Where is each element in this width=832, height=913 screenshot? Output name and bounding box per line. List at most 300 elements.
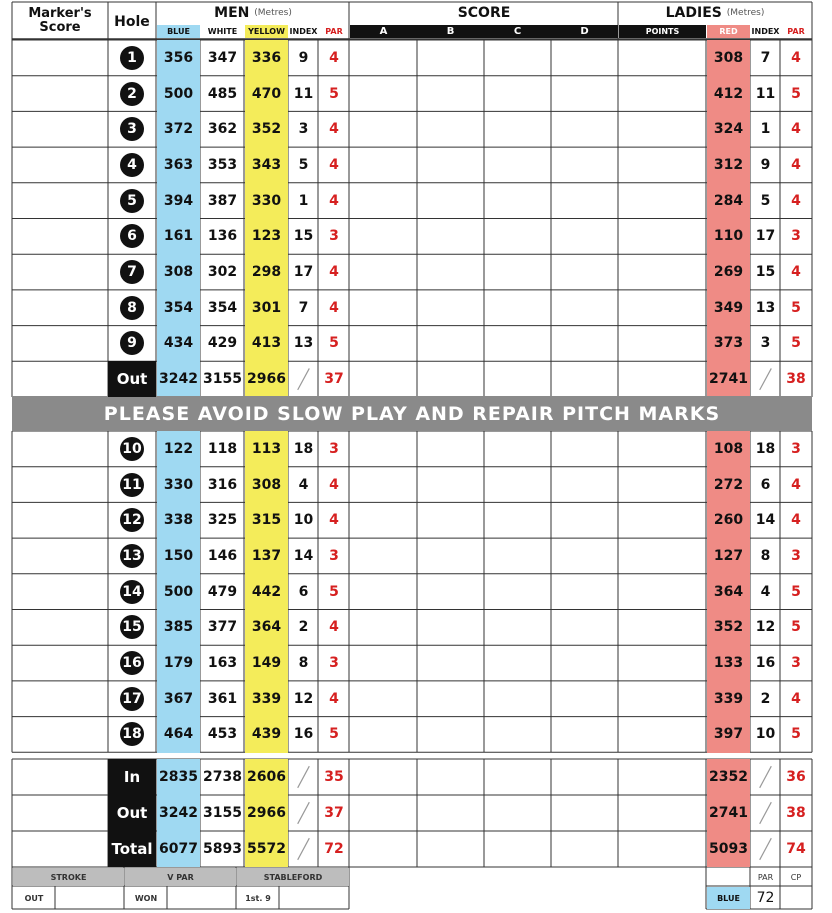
marker-score-input[interactable] <box>12 795 108 831</box>
hole-header <box>108 5 156 39</box>
points-input[interactable] <box>618 467 706 503</box>
points-input[interactable] <box>618 431 706 467</box>
score-b-input[interactable] <box>417 610 484 646</box>
men-index: 15 <box>293 228 314 245</box>
score-d-total-input[interactable] <box>551 361 618 397</box>
yellow-distance: 439 <box>251 726 282 743</box>
score-a-input[interactable] <box>350 645 417 681</box>
score-a-input[interactable] <box>350 290 417 326</box>
score-a-input[interactable] <box>350 610 417 646</box>
white-distance: 453 <box>207 726 238 743</box>
score-b-input[interactable] <box>417 502 484 538</box>
score-a-input[interactable] <box>350 574 417 610</box>
hole-number-badge: 17 <box>120 687 144 711</box>
ladies-index: 17 <box>755 228 776 245</box>
points-header: POINTS <box>619 25 706 38</box>
score-b-input[interactable] <box>417 326 484 362</box>
yellow-distance: 330 <box>251 192 282 209</box>
ladies-index: 7 <box>760 49 771 66</box>
score-b-input[interactable] <box>417 645 484 681</box>
score-b-input[interactable] <box>417 111 484 147</box>
yellow-distance: 123 <box>251 228 282 245</box>
points-input[interactable] <box>618 681 706 717</box>
yellow-distance: 308 <box>251 476 282 493</box>
points-total-input[interactable] <box>618 795 706 831</box>
score-a-input[interactable] <box>350 254 417 290</box>
score-d-input[interactable] <box>551 111 618 147</box>
hole-number-badge: 3 <box>120 117 144 141</box>
score-d-input[interactable] <box>551 40 618 76</box>
ladies-par: 4 <box>791 264 801 281</box>
ladies-index: 5 <box>760 192 771 209</box>
score-b-total-input[interactable] <box>417 361 484 397</box>
hole-number-cell <box>108 254 156 290</box>
marker-score-input[interactable] <box>12 502 108 538</box>
score-d-input[interactable] <box>551 574 618 610</box>
hole-number-cell <box>108 574 156 610</box>
score-c-input[interactable] <box>484 147 551 183</box>
score-d-input[interactable] <box>551 290 618 326</box>
score-col-c: C <box>513 26 522 37</box>
ladies-par: 4 <box>791 156 801 173</box>
marker-score-input[interactable] <box>12 290 108 326</box>
marker-score-input[interactable] <box>12 467 108 503</box>
points-input[interactable] <box>618 502 706 538</box>
score-c-input[interactable] <box>484 610 551 646</box>
score-b-input[interactable] <box>417 40 484 76</box>
points-input[interactable] <box>618 219 706 255</box>
par-footer-label: PAR <box>757 872 774 882</box>
score-a-total-input[interactable] <box>350 361 417 397</box>
white-tee-header: WHITE <box>207 27 238 36</box>
marker-score-input[interactable] <box>12 645 108 681</box>
men-par: 4 <box>329 476 339 493</box>
men-index: 17 <box>293 264 314 281</box>
marker-score-input[interactable] <box>12 147 108 183</box>
red-distance: 397 <box>713 726 744 743</box>
score-a-input[interactable] <box>350 183 417 219</box>
white-distance: 302 <box>207 264 238 281</box>
men-par: 3 <box>329 228 339 245</box>
score-d-input[interactable] <box>551 431 618 467</box>
ladies-par-total: 36 <box>786 769 806 785</box>
score-c-input[interactable] <box>484 290 551 326</box>
score-d-input[interactable] <box>551 326 618 362</box>
hole-number-badge: 5 <box>120 189 144 213</box>
points-input[interactable] <box>618 645 706 681</box>
points-input[interactable] <box>618 290 706 326</box>
score-c-input[interactable] <box>484 467 551 503</box>
score-c-input[interactable] <box>484 502 551 538</box>
ladies-index: 1 <box>760 121 771 138</box>
red-distance: 308 <box>713 49 744 66</box>
score-a-total-input[interactable] <box>350 759 417 795</box>
score-b-input[interactable] <box>417 431 484 467</box>
hole-number-cell <box>108 610 156 646</box>
marker-score-input[interactable] <box>12 759 108 795</box>
ladies-par: 4 <box>791 49 801 66</box>
vpar-header: V PAR <box>125 868 236 886</box>
hole-number-badge: 9 <box>120 331 144 355</box>
points-input[interactable] <box>618 254 706 290</box>
ladies-par-total: 74 <box>786 841 806 857</box>
points-input[interactable] <box>618 183 706 219</box>
score-c-input[interactable] <box>484 326 551 362</box>
yellow-distance: 442 <box>251 583 282 600</box>
yellow-distance: 352 <box>251 121 282 138</box>
score-c-input[interactable] <box>484 574 551 610</box>
white-distance: 429 <box>207 335 238 352</box>
hole-number-badge: 15 <box>120 615 144 639</box>
red-total: 2741 <box>709 371 748 388</box>
score-a-total-input[interactable] <box>350 795 417 831</box>
marker-score-input[interactable] <box>12 40 108 76</box>
white-distance: 347 <box>207 49 238 66</box>
ladies-index-header: INDEX <box>751 27 780 36</box>
ladies-par: 4 <box>791 192 801 209</box>
blue-distance: 179 <box>163 655 194 672</box>
blue-distance: 122 <box>163 440 194 457</box>
total-label: Out <box>108 795 156 831</box>
ladies-index: 6 <box>760 476 771 493</box>
score-d-input[interactable] <box>551 147 618 183</box>
score-d-total-input[interactable] <box>551 795 618 831</box>
yellow-total: 2966 <box>247 371 286 388</box>
points-total-input[interactable] <box>618 361 706 397</box>
total-label: Total <box>108 831 156 867</box>
hole-number-badge: 13 <box>120 544 144 568</box>
total-label: In <box>108 759 156 795</box>
score-c-input[interactable] <box>484 111 551 147</box>
marker-score-input[interactable] <box>12 717 108 753</box>
ladies-par: 4 <box>791 690 801 707</box>
score-a-input[interactable] <box>350 111 417 147</box>
hole-number-badge: 2 <box>120 82 144 106</box>
white-distance: 387 <box>207 192 238 209</box>
marker-score-label: Marker's Score <box>28 6 92 35</box>
ladies-par: 4 <box>791 121 801 138</box>
marker-score-input[interactable] <box>12 219 108 255</box>
score-d-input[interactable] <box>551 76 618 112</box>
score-c-input[interactable] <box>484 538 551 574</box>
red-distance: 260 <box>713 512 744 529</box>
first-nine-label: 1st. 9 <box>245 893 271 903</box>
red-distance: 108 <box>713 440 744 457</box>
red-distance: 284 <box>713 192 744 209</box>
score-b-input[interactable] <box>417 467 484 503</box>
hole-number-badge: 10 <box>120 437 144 461</box>
score-a-total-input[interactable] <box>350 831 417 867</box>
red-total: 5093 <box>709 841 748 857</box>
marker-score-input[interactable] <box>12 610 108 646</box>
red-distance: 133 <box>713 655 744 672</box>
blue-total: 2835 <box>159 769 198 785</box>
blue-distance: 367 <box>163 690 194 707</box>
yellow-distance: 364 <box>251 619 282 636</box>
score-d-total-input[interactable] <box>551 831 618 867</box>
score-a-input[interactable] <box>350 431 417 467</box>
score-b-input[interactable] <box>417 538 484 574</box>
red-distance: 412 <box>713 85 744 102</box>
hole-number-cell <box>108 502 156 538</box>
score-b-total-input[interactable] <box>417 795 484 831</box>
ladies-par: 5 <box>791 583 801 600</box>
men-index: 4 <box>298 476 309 493</box>
red-distance: 324 <box>713 121 744 138</box>
score-d-input[interactable] <box>551 183 618 219</box>
stroke-header: STROKE <box>13 868 124 886</box>
men-index: 6 <box>298 583 309 600</box>
yellow-distance: 470 <box>251 85 282 102</box>
score-c-input[interactable] <box>484 717 551 753</box>
score-c-input[interactable] <box>484 681 551 717</box>
men-par: 4 <box>329 156 339 173</box>
men-par: 4 <box>329 49 339 66</box>
men-index: 10 <box>293 512 314 529</box>
score-b-input[interactable] <box>417 76 484 112</box>
hole-number-cell <box>108 219 156 255</box>
men-par: 5 <box>329 335 339 352</box>
score-b-total-input[interactable] <box>417 831 484 867</box>
score-a-input[interactable] <box>350 502 417 538</box>
points-total-input[interactable] <box>618 831 706 867</box>
yellow-distance: 298 <box>251 264 282 281</box>
men-par-total: 72 <box>324 841 344 857</box>
points-input[interactable] <box>618 717 706 753</box>
score-d-input[interactable] <box>551 219 618 255</box>
score-a-input[interactable] <box>350 219 417 255</box>
score-b-input[interactable] <box>417 681 484 717</box>
blue-distance: 372 <box>163 121 194 138</box>
marker-score-input[interactable] <box>12 111 108 147</box>
stroke-out-input[interactable] <box>56 887 124 909</box>
men-index: 9 <box>298 49 309 66</box>
marker-score-input[interactable] <box>12 76 108 112</box>
marker-score-header <box>12 3 108 39</box>
score-d-input[interactable] <box>551 502 618 538</box>
white-distance: 163 <box>207 655 238 672</box>
blue-distance: 385 <box>163 619 194 636</box>
ladies-par: 5 <box>791 335 801 352</box>
hole-number-cell <box>108 290 156 326</box>
blue-distance: 500 <box>163 583 194 600</box>
men-par: 4 <box>329 264 339 281</box>
hole-number-cell <box>108 76 156 112</box>
score-b-input[interactable] <box>417 574 484 610</box>
men-par: 5 <box>329 726 339 743</box>
stableford-input[interactable] <box>280 887 349 909</box>
score-c-input[interactable] <box>484 645 551 681</box>
men-index: 1 <box>298 192 309 209</box>
score-b-input[interactable] <box>417 717 484 753</box>
men-index: 3 <box>298 121 309 138</box>
blue-distance: 150 <box>163 547 194 564</box>
men-par-total: 35 <box>324 769 344 785</box>
white-distance: 377 <box>207 619 238 636</box>
ladies-index: 9 <box>760 156 771 173</box>
ladies-index: 12 <box>755 619 776 636</box>
score-d-input[interactable] <box>551 645 618 681</box>
score-c-total-input[interactable] <box>484 795 551 831</box>
score-d-input[interactable] <box>551 681 618 717</box>
ladies-par: 3 <box>791 655 801 672</box>
white-distance: 146 <box>207 547 238 564</box>
score-c-input[interactable] <box>484 254 551 290</box>
points-total-input[interactable] <box>618 759 706 795</box>
red-distance: 127 <box>713 547 744 564</box>
score-c-input[interactable] <box>484 40 551 76</box>
ladies-index: 14 <box>755 512 776 529</box>
yellow-total: 2966 <box>247 805 286 821</box>
ladies-par: 5 <box>791 85 801 102</box>
points-input[interactable] <box>618 40 706 76</box>
score-d-input[interactable] <box>551 538 618 574</box>
white-distance: 362 <box>207 121 238 138</box>
points-input[interactable] <box>618 574 706 610</box>
marker-score-input[interactable] <box>12 183 108 219</box>
red-tee-header: RED <box>707 25 750 38</box>
blue-distance: 356 <box>163 49 194 66</box>
marker-score-input[interactable] <box>12 831 108 867</box>
blue-distance: 338 <box>163 512 194 529</box>
cp-footer-input[interactable] <box>781 887 811 909</box>
hole-number-cell <box>108 111 156 147</box>
score-c-total-input[interactable] <box>484 831 551 867</box>
ladies-index: 13 <box>755 299 776 316</box>
score-d-input[interactable] <box>551 610 618 646</box>
vpar-won-input[interactable] <box>168 887 236 909</box>
score-a-input[interactable] <box>350 147 417 183</box>
hole-number-badge: 14 <box>120 580 144 604</box>
red-distance: 339 <box>713 690 744 707</box>
men-index: 13 <box>293 335 314 352</box>
red-total: 2741 <box>709 805 748 821</box>
blue-distance: 354 <box>163 299 194 316</box>
points-input[interactable] <box>618 147 706 183</box>
marker-score-input[interactable] <box>12 431 108 467</box>
men-index: 8 <box>298 655 309 672</box>
score-header-label: SCORE <box>457 5 511 21</box>
score-d-total-input[interactable] <box>551 759 618 795</box>
par-footer-value: 72 <box>756 890 775 906</box>
score-a-input[interactable] <box>350 681 417 717</box>
hole-number-badge: 4 <box>120 153 144 177</box>
marker-score-input[interactable] <box>12 681 108 717</box>
ladies-header <box>618 3 812 23</box>
men-index: 16 <box>293 726 314 743</box>
marker-score-input[interactable] <box>12 574 108 610</box>
ladies-index: 16 <box>755 655 776 672</box>
score-b-total-input[interactable] <box>417 759 484 795</box>
yellow-distance: 113 <box>251 440 282 457</box>
white-total: 3155 <box>203 371 242 388</box>
points-input[interactable] <box>618 538 706 574</box>
score-c-total-input[interactable] <box>484 759 551 795</box>
red-distance: 352 <box>713 619 744 636</box>
men-unit-label: (Metres) <box>254 8 292 18</box>
ladies-par: 5 <box>791 619 801 636</box>
men-par: 4 <box>329 192 339 209</box>
red-distance: 364 <box>713 583 744 600</box>
score-a-input[interactable] <box>350 76 417 112</box>
hole-number-cell <box>108 681 156 717</box>
score-a-input[interactable] <box>350 467 417 503</box>
blue-distance: 394 <box>163 192 194 209</box>
hole-number-badge: 8 <box>120 296 144 320</box>
blue-tee-header: BLUE <box>157 25 200 38</box>
ladies-unit-label: (Metres) <box>726 8 765 18</box>
hole-number-cell <box>108 431 156 467</box>
marker-score-input[interactable] <box>12 326 108 362</box>
yellow-distance: 315 <box>251 512 282 529</box>
stableford-header: STABLEFORD <box>237 868 349 886</box>
score-c-input[interactable] <box>484 219 551 255</box>
men-header <box>156 3 350 23</box>
ladies-index: 2 <box>760 690 771 707</box>
points-input[interactable] <box>618 326 706 362</box>
men-par: 4 <box>329 512 339 529</box>
score-d-input[interactable] <box>551 467 618 503</box>
white-total: 3155 <box>203 805 242 821</box>
score-c-total-input[interactable] <box>484 361 551 397</box>
points-input[interactable] <box>618 610 706 646</box>
white-distance: 361 <box>207 690 238 707</box>
score-c-input[interactable] <box>484 431 551 467</box>
hole-number-badge: 1 <box>120 46 144 70</box>
ladies-index: 4 <box>760 583 771 600</box>
hole-number-badge: 11 <box>120 473 144 497</box>
score-d-input[interactable] <box>551 717 618 753</box>
score-a-input[interactable] <box>350 717 417 753</box>
hole-number-cell <box>108 147 156 183</box>
yellow-distance: 343 <box>251 156 282 173</box>
hole-header-label: Hole <box>114 14 150 30</box>
ladies-index: 11 <box>755 85 776 102</box>
hole-number-badge: 18 <box>120 722 144 746</box>
points-input[interactable] <box>618 111 706 147</box>
score-c-input[interactable] <box>484 183 551 219</box>
marker-score-input[interactable] <box>12 361 108 397</box>
ladies-par: 4 <box>791 476 801 493</box>
score-a-input[interactable] <box>350 326 417 362</box>
score-c-input[interactable] <box>484 76 551 112</box>
yellow-total: 2606 <box>247 769 286 785</box>
score-d-input[interactable] <box>551 254 618 290</box>
score-b-input[interactable] <box>417 254 484 290</box>
marker-score-input[interactable] <box>12 538 108 574</box>
score-col-d: D <box>580 26 589 37</box>
score-a-input[interactable] <box>350 538 417 574</box>
men-par: 3 <box>329 547 339 564</box>
total-label: Out <box>108 361 156 397</box>
ladies-header-label: LADIES <box>665 5 722 21</box>
score-b-input[interactable] <box>417 183 484 219</box>
ladies-par-header: PAR <box>787 27 805 36</box>
ladies-par: 4 <box>791 512 801 529</box>
blue-total: 6077 <box>159 841 198 857</box>
points-input[interactable] <box>618 76 706 112</box>
blue-distance: 464 <box>163 726 194 743</box>
ladies-index: 15 <box>755 264 776 281</box>
marker-score-input[interactable] <box>12 254 108 290</box>
score-b-input[interactable] <box>417 219 484 255</box>
ladies-index: 3 <box>760 335 771 352</box>
score-b-input[interactable] <box>417 147 484 183</box>
score-a-input[interactable] <box>350 40 417 76</box>
white-total: 5893 <box>203 841 242 857</box>
score-b-input[interactable] <box>417 290 484 326</box>
ladies-par: 3 <box>791 228 801 245</box>
